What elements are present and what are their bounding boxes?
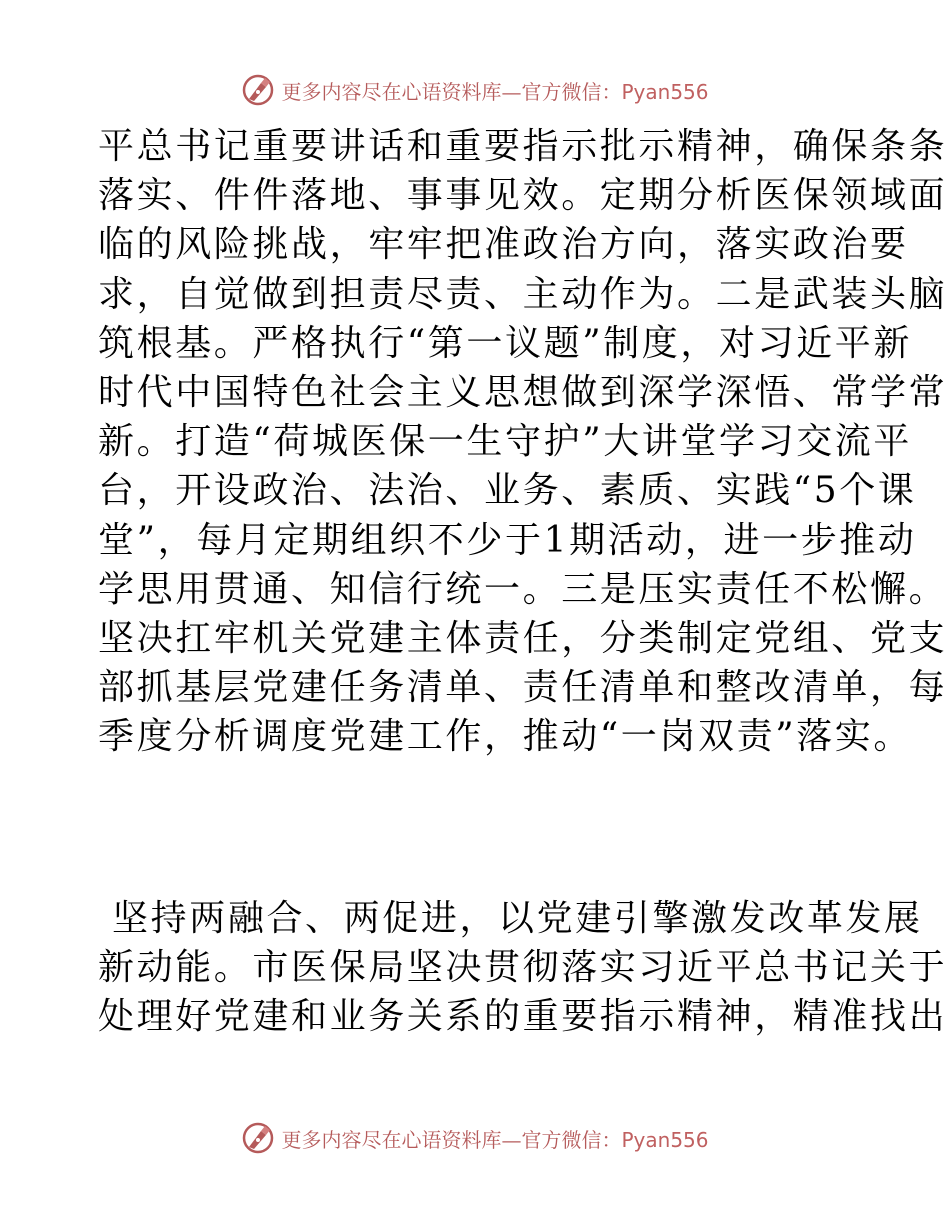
text-line: 落实、件件落地、事事见效。定期分析医保领域面 [98, 175, 948, 217]
text-line: 平总书记重要讲话和重要指示批示精神，确保条条 [98, 126, 948, 167]
text-line: 筑根基。严格执行“第一议题”制度，对习近平新 [98, 322, 913, 364]
header-watermark-text [281, 76, 708, 105]
pen-nib-logo-icon [241, 1121, 275, 1155]
paragraph-1 [98, 122, 948, 761]
text-line: 部抓基层党建任务清单、责任清单和整改清单，每 [98, 667, 948, 709]
text-line: 新动能。市医保局坚决贯彻落实习近平总书记关于 [98, 947, 948, 989]
footer-contact-text: Pyan556 [621, 1127, 709, 1152]
pen-nib-logo-icon [241, 73, 275, 107]
text-line: 坚持两融合、两促进，以党建引擎激发改革发展 [98, 898, 923, 939]
text-line: 时代中国特色社会主义思想做到深学深悟、常学常 [98, 371, 948, 413]
text-line: 学思用贯通、知信行统一。三是压实责任不松懈。 [98, 568, 948, 610]
paragraph-2 [98, 894, 948, 1042]
text-line: 新。打造“荷城医保一生守护”大讲堂学习交流平 [98, 421, 913, 463]
header-site-text: 更多内容尽在心语资料库—官方微信： [281, 79, 622, 104]
header-watermark-banner [0, 70, 950, 110]
text-line: 堂”，每月定期组织不少于1期活动，进一步推动 [98, 519, 917, 561]
footer-site-text: 更多内容尽在心语资料库—官方微信： [281, 1127, 622, 1152]
text-line: 台，开设政治、法治、业务、素质、实践“5个课 [98, 470, 917, 512]
header-contact-text: Pyan556 [621, 79, 709, 104]
text-line: 临的风险挑战，牢牢把准政治方向，落实政治要 [98, 224, 909, 266]
text-line: 季度分析调度党建工作，推动“一岗双责”落实。 [98, 716, 913, 758]
footer-watermark-banner [0, 1118, 950, 1158]
text-line: 坚决扛牢机关党建主体责任，分类制定党组、党支 [98, 617, 948, 659]
text-line: 处理好党建和业务关系的重要指示精神，精准找出 [98, 996, 948, 1038]
footer-watermark-text [281, 1124, 708, 1153]
text-line: 求，自觉做到担责尽责、主动作为。二是武装头脑 [98, 273, 948, 315]
